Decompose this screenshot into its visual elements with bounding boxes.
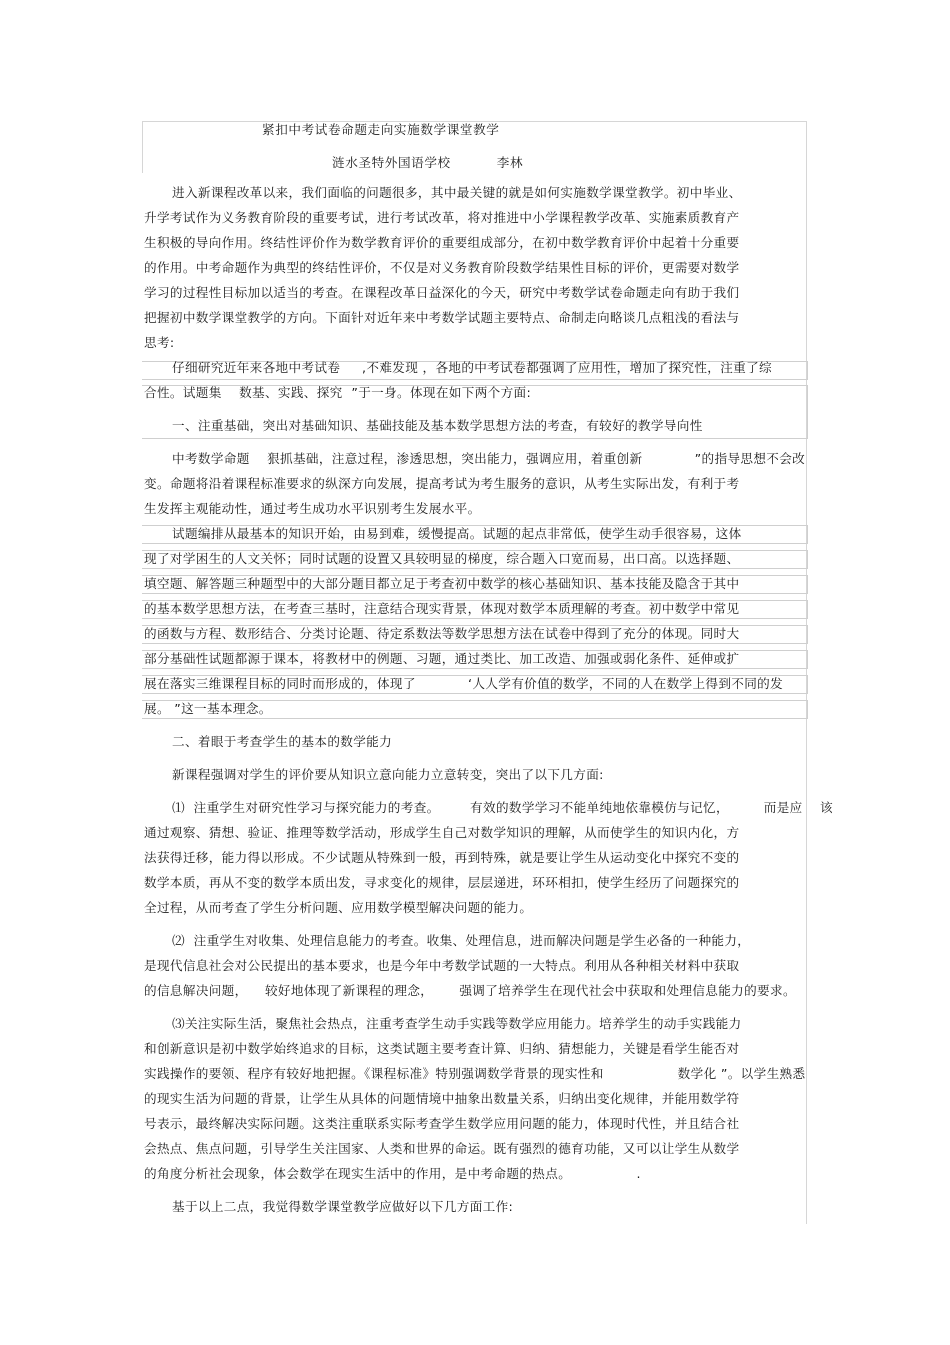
text-line: 中考数学命题 狠抓基础，注意过程，渗透思想，突出能力，强调应用，着重创新 ”的指导思想不会改 — [172, 451, 806, 466]
text-line: 进入新课程改革以来，我们面临的问题很多，其中最关键的就是如何实施数学课堂教学。初中毕业、 — [172, 185, 742, 200]
frame-right-line — [806, 121, 807, 1224]
text-line: ⑴ 注重学生对研究性学习与探究能力的考查。 有效的数学学习不能单纯地依靠模仿与记忆， 而是应 该 — [172, 800, 833, 815]
text-line: 的函数与方程、数形结合、分类讨论题、待定系数法等数学思想方法在试卷中得到了充分的体现。同时大 — [144, 626, 740, 641]
text-line: 思考: — [144, 335, 175, 350]
text-line: 展在落实三维课程目标的同时而形成的，体现了 ‘人人学有价值的数学，不同的人在数学上得到不同的发 — [144, 676, 784, 691]
text-line: 的作用。中考命题作为典型的终结性评价，不仅是对义务教育阶段数学结果性目标的评价，更需要对数学 — [144, 260, 740, 275]
text-line: 全过程，从而考查了学生分析问题、应用数学模型解决问题的能力。 — [144, 900, 533, 915]
text-line: 法获得迁移，能力得以形成。不少试题从特殊到一般，再到特殊，就是要让学生从运动变化中探究不变的 — [144, 850, 740, 865]
text-line: 仔细研究近年来各地中考试卷 ,不难发现 ，各地的中考试卷都强调了应用性，增加了探究性，注重了综 — [172, 360, 772, 375]
text-line: 号表示，最终解决实际问题。这类注重联系实际考查学生数学应用问题的能力，体现时代性，并且结合社 — [144, 1116, 740, 1131]
text-line: 填空题、解答题三种题型中的大部分题目都立足于考查初中数学的核心基础知识、基本技能及隐含于其中 — [144, 576, 740, 591]
text-line: 试题编排从最基本的知识开始，由易到难，缓慢提高。试题的起点非常低，使学生动手很容易，这体 — [172, 526, 742, 541]
frame-left-line — [142, 121, 143, 173]
text-line: 部分基础性试题都源于课本，将教材中的例题、习题，通过类比、加工改造、加强或弱化条件、延伸或扩 — [144, 651, 740, 666]
text-line: 的基本数学思想方法，在考查三基时，注意结合现实背景，体现对数学本质理解的考查。初中数学中常见 — [144, 601, 740, 616]
document-title: 紧扣中考试卷命题走向实施数学课堂教学 — [262, 122, 500, 137]
text-line: 变。命题将沿着课程标准要求的纵深方向发展，提高考试为考生服务的意识，从考生实际出发，有利于考 — [144, 476, 740, 491]
text-line: 的现实生活为问题的背景，让学生从具体的问题情境中抽象出数量关系，归纳出变化规律，并能用数学符 — [144, 1091, 740, 1106]
text-line: 数学本质，再从不变的数学本质出发，寻求变化的规律，层层递进，环环相扣，使学生经历了问题探究的 — [144, 875, 740, 890]
text-line: 生积极的导向作用。终结性评价作为数学教育评价的重要组成部分，在初中数学教育评价中起着十分重要 — [144, 235, 740, 250]
text-line: 新课程强调对学生的评价要从知识立意向能力立意转变，突出了以下几方面: — [172, 767, 604, 782]
text-line: 现了对学困生的人文关怀；同时试题的设置又具较明显的梯度，综合题入口宽而易，出口高。以选择题、 — [144, 551, 740, 566]
text-line: 的角度分析社会现象，体会数学在现实生活中的作用，是中考命题的热点。 . — [144, 1166, 641, 1181]
text-line: 合性。试题集 数基、实践、探究 ”于一身。体现在如下两个方面: — [144, 385, 532, 400]
text-line: 的信息解决问题， 较好地体现了新课程的理念， 强调了培养学生在现代社会中获取和处理信息能力的要求。 — [144, 983, 796, 998]
text-line: 基于以上二点，我觉得数学课堂教学应做好以下几方面工作: — [172, 1199, 514, 1214]
text-line: 实践操作的要领、程序有较好地把握。《课程标准》特别强调数学背景的现实性和 数学化 ”。以学生熟悉 — [144, 1066, 806, 1081]
text-line: 把握初中数学课堂教学的方向。下面针对近年来中考数学试题主要特点、命制走向略谈几点粗浅的看法与 — [144, 310, 740, 325]
text-line: 展。 ”这一基本理念。 — [144, 701, 272, 716]
section-heading: 二、着眼于考查学生的基本的数学能力 — [172, 734, 393, 749]
text-line: 升学考试作为义务教育阶段的重要考试，进行考试改革，将对推进中小学课程教学改革、实施素质教育产 — [144, 210, 740, 225]
text-line: 通过观察、猜想、验证、推理等数学活动，形成学生自己对数学知识的理解，从而使学生的知识内化，方 — [144, 825, 740, 840]
text-line: 学习的过程性目标加以适当的考查。在课程改革日益深化的今天，研究中考数学试卷命题走向有助于我们 — [144, 285, 740, 300]
section-heading: 一、注重基础，突出对基础知识、基础技能及基本数学思想方法的考查，有较好的教学导向性 — [172, 418, 703, 433]
text-line: 和创新意识是初中数学始终追求的目标，这类试题主要考查计算、归纳、猜想能力，关键是看学生能否对 — [144, 1041, 740, 1056]
text-line: ⑵ 注重学生对收集、处理信息能力的考查。收集、处理信息，进而解决问题是学生必备的一种能力， — [172, 933, 751, 948]
text-line: 会热点、焦点问题，引导学生关注国家、人类和世界的命运。既有强烈的德育功能，又可以让学生从数学 — [144, 1141, 740, 1156]
author-line: 涟水圣特外国语学校 李林 — [332, 155, 524, 170]
text-line: ⑶关注实际生活，聚焦社会热点，注重考查学生动手实践等数学应用能力。培养学生的动手实践能力 — [172, 1016, 742, 1031]
text-line: 是现代信息社会对公民提出的基本要求，也是今年中考数学试题的一大特点。利用从各种相关材料中获取 — [144, 958, 740, 973]
text-line: 生发挥主观能动性，通过考生成功水平识别考生发展水平。 — [144, 501, 481, 516]
